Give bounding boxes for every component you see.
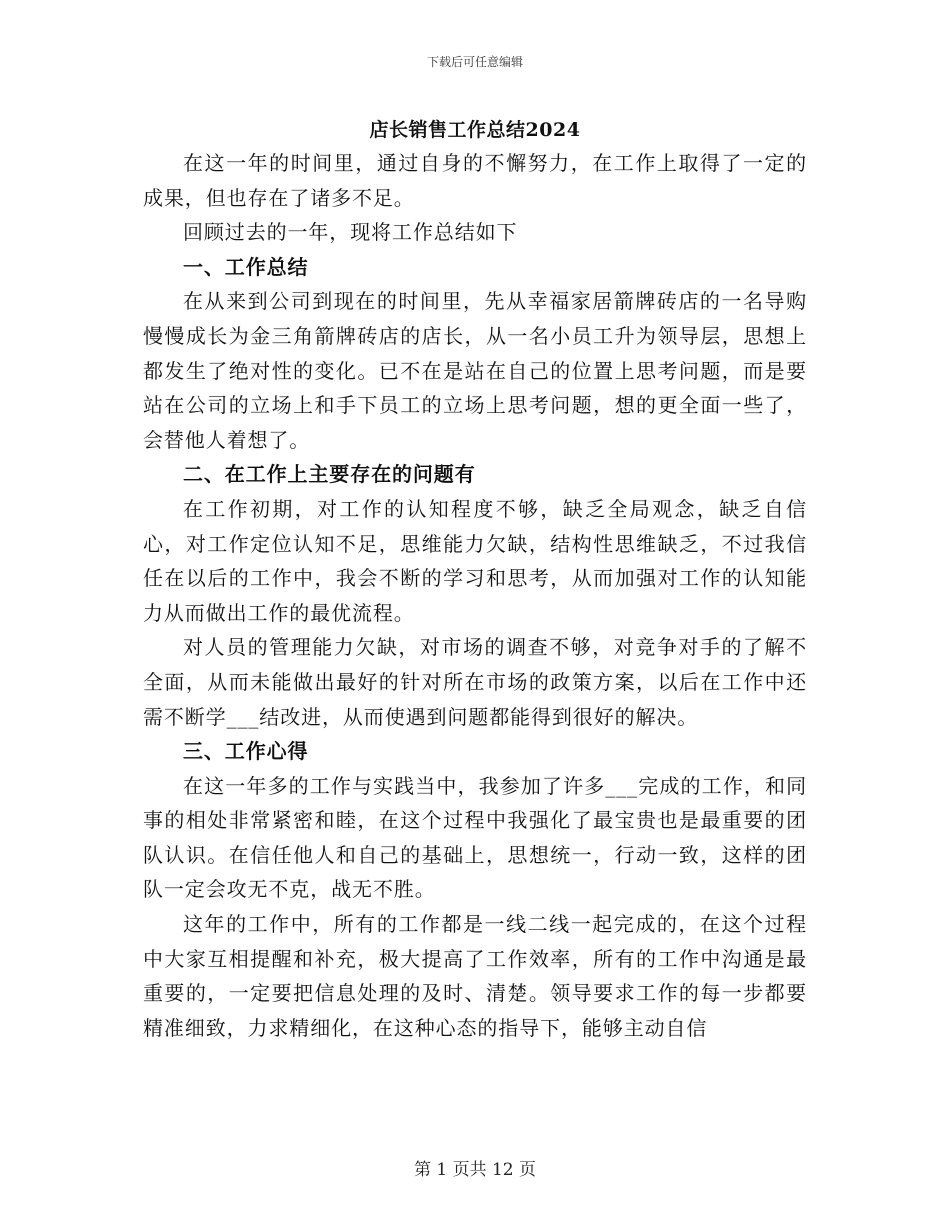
document-title: 店长销售工作总结2024 bbox=[369, 119, 581, 141]
download-note: 下载后可任意编辑 bbox=[426, 55, 523, 69]
section-heading-problems: 二、在工作上主要存在的问题有 bbox=[183, 462, 476, 487]
intro-summary-line: 回顾过去的一年，现将工作总结如下 bbox=[183, 220, 518, 245]
section-3-paragraph-1: 在这一年多的工作与实践当中，我参加了许多___完成的工作，和同事的相处非常紧密和睦，在这个过程中我强化了最宝贵也是最重要的团队认识。在信任他人和自己的基础上，思想统一，行动一致，这样的团队一定会攻无不克，战无不胜。 bbox=[143, 773, 807, 902]
page-number: 第 1 页共 12 页 bbox=[413, 1160, 537, 1180]
section-heading-experience: 三、工作心得 bbox=[183, 739, 309, 764]
intro-paragraph: 在这一年的时间里，通过自身的不懈努力，在工作上取得了一定的成果，但也存在了诸多不足。 bbox=[143, 151, 807, 210]
section-heading-work-summary: 一、工作总结 bbox=[183, 254, 309, 279]
document-body bbox=[143, 146, 807, 1045]
section-2-paragraph-1: 在工作初期，对工作的认知程度不够，缺乏全局观念，缺乏自信心，对工作定位认知不足，思维能力欠缺，结构性思维缺乏，不过我信任在以后的工作中，我会不断的学习和思考，从而加强对工作的认知能力从而做出工作的最优流程。 bbox=[143, 496, 807, 625]
section-1-paragraph: 在从来到公司到现在的时间里，先从幸福家居箭牌砖店的一名导购慢慢成长为金三角箭牌砖店的店长，从一名小员工升为领导层，思想上都发生了绝对性的变化。已不在是站在自己的位置上思考问题，而是要站在公司的立场上和手下员工的立场上思考问题，想的更全面一些了，会替他人着想了。 bbox=[143, 289, 807, 452]
section-2-paragraph-2: 对人员的管理能力欠缺，对市场的调查不够，对竞争对手的了解不全面，从而未能做出最好的针对所在市场的政策方案，以后在工作中还需不断学___结改进，从而使遇到问题都能得到很好的解决。 bbox=[143, 635, 807, 729]
section-3-paragraph-2: 这年的工作中，所有的工作都是一线二线一起完成的，在这个过程中大家互相提醒和补充，极大提高了工作效率，所有的工作中沟通是最重要的，一定要把信息处理的及时、清楚。领导要求工作的每一步都要精准细致，力求精细化，在这种心态的指导下，能够主动自信 bbox=[143, 912, 807, 1040]
